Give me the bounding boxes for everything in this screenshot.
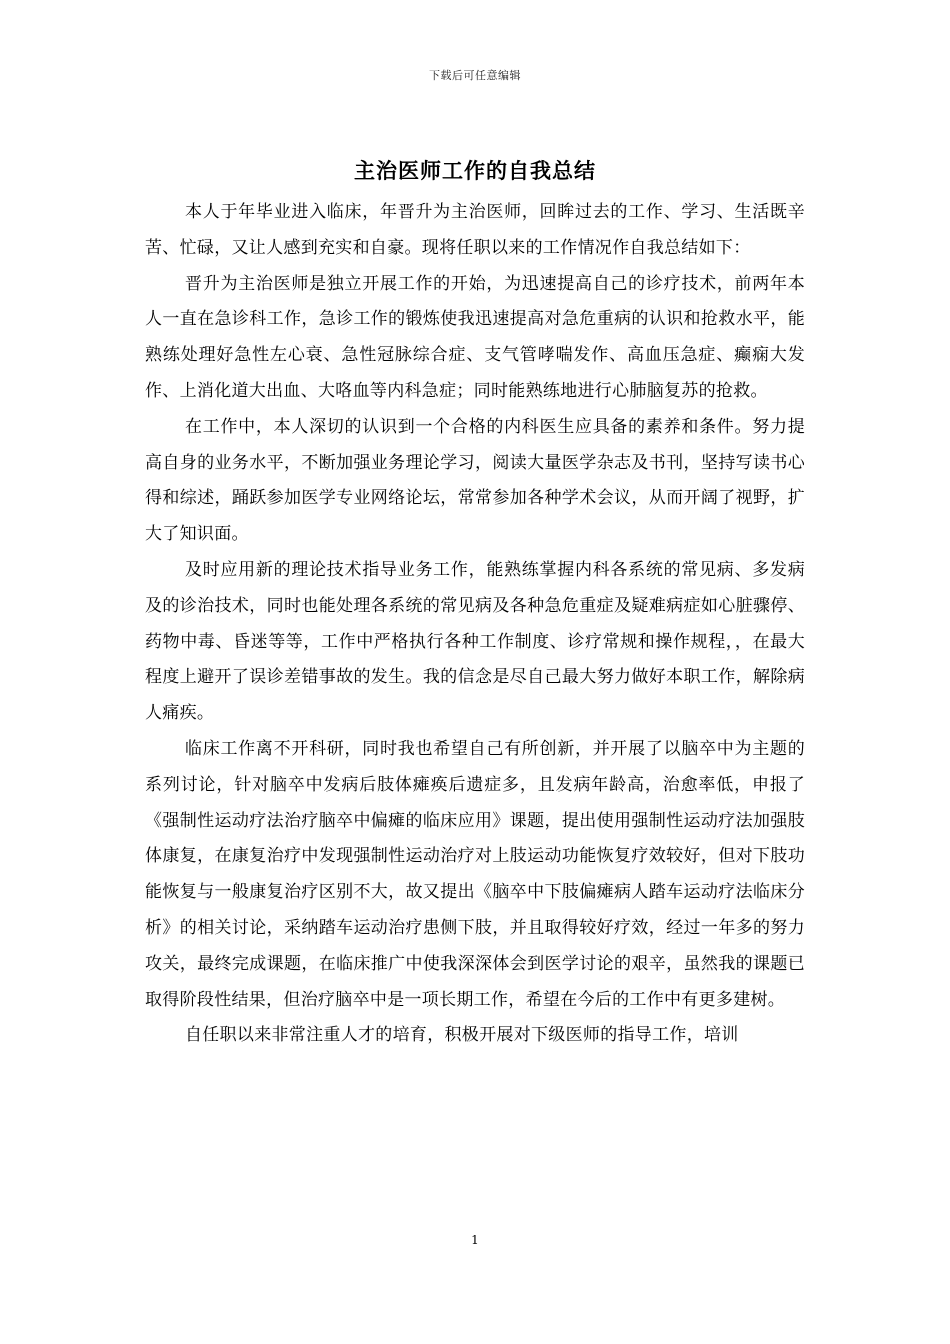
paragraph: 在工作中，本人深切的认识到一个合格的内科医生应具备的素养和条件。努力提高自身的业务水平，不断加强业务理论学习，阅读大量医学杂志及书刊，坚持写读书心得和综述，踊跃参加医学专业网络论坛，常常参加各种学术会议，从而开阔了视野，扩大了知识面。 xyxy=(145,416,805,545)
paragraph: 晋升为主治医师是独立开展工作的开始，为迅速提高自己的诊疗技术，前两年本人一直在急诊科工作，急诊工作的锻炼使我迅速提高对急危重病的认识和抢救水平，能熟练处理好急性左心衰、急性冠脉综合症、支气管哮喘发作、高血压急症、癫痫大发作、上消化道大出血、大咯血等内科急症；同时能熟练地进行心肺脑复苏的抢救。 xyxy=(145,273,805,401)
paragraph: 本人于年毕业进入临床，年晋升为主治医师，回眸过去的工作、学习、生活既辛苦、忙碌，又让人感到充实和自豪。现将任职以来的工作情况作自我总结如下： xyxy=(145,202,805,258)
paragraph: 临床工作离不开科研，同时我也希望自己有所创新，并开展了以脑卒中为主题的系列讨论，针对脑卒中发病后肢体瘫痪后遗症多，且发病年龄高，治愈率低，申报了《强制性运动疗法治疗脑卒中偏瘫的临床应用》课题，提出使用强制性运动疗法加强肢体康复，在康复治疗中发现强制性运动治疗对上肢运动功能恢复疗效较好，但对下肢功能恢复与一般康复治疗区别不大，故又提出《脑卒中下肢偏瘫病人踏车运动疗法临床分析》的相关讨论，采纳踏车运动治疗患侧下肢，并且取得较好疗效，经过一年多的努力攻关，最终完成课题，在临床推广中使我深深体会到医学讨论的艰辛，虽然我的课题已取得阶段性结果，但治疗脑卒中是一项长期工作，希望在今后的工作中有更多建树。 xyxy=(145,738,805,1010)
document-body xyxy=(145,195,805,1054)
document-title: 主治医师工作的自我总结 xyxy=(354,158,596,183)
paragraph: 及时应用新的理论技术指导业务工作，能熟练掌握内科各系统的常见病、多发病及的诊治技术，同时也能处理各系统的常见病及各种急危重症及疑难病症如心脏骤停、药物中毒、昏迷等等，工作中严格执行各种工作制度、诊疗常规和操作规程，，在最大程度上避开了误诊差错事故的发生。我的信念是尽自己最大努力做好本职工作，解除病人痛疾。 xyxy=(145,559,805,724)
paragraph: 自任职以来非常注重人才的培育，积极开展对下级医师的指导工作，培训 xyxy=(185,1025,739,1046)
page-number: 1 xyxy=(471,1233,479,1247)
header-note: 下载后可任意编辑 xyxy=(429,69,521,82)
